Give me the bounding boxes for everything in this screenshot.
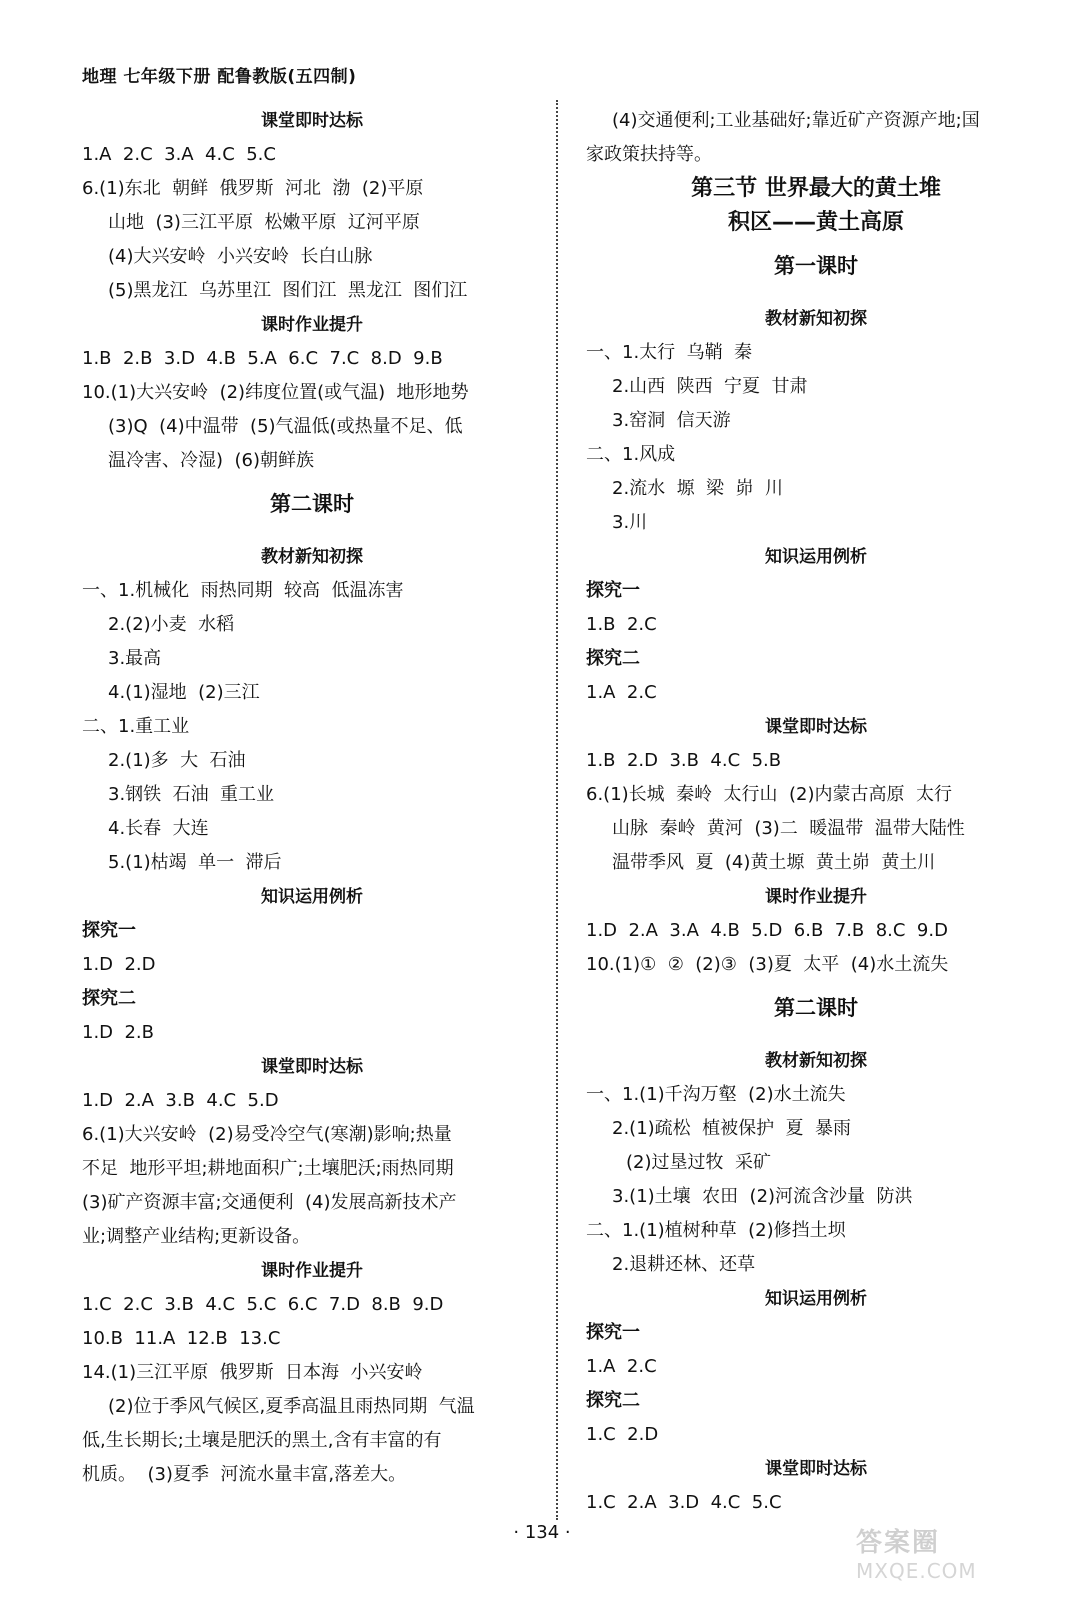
answer-line: 山地 (3)三江平原 松嫩平原 辽河平原 [108,212,420,233]
answer-line: 一、1.(1)千沟万壑 (2)水土流失 [586,1084,846,1105]
section-title: 教材新知初探 [261,547,363,567]
section-heading: 第三节 世界最大的黄土堆 [691,176,941,201]
answer-line: 5.(1)枯竭 单一 滞后 [108,852,282,873]
answer-line: 二、1.重工业 [82,716,190,737]
answer-line: 3.(1)土壤 农田 (2)河流含沙量 防洪 [612,1186,913,1207]
answer-line: (3)矿产资源丰富;交通便利 (4)发展高新技术产 [82,1192,457,1213]
answer-line: 1.A 2.C 3.A 4.C 5.C [82,144,276,165]
answer-line: 6.(1)长城 秦岭 太行山 (2)内蒙古高原 太行 [586,784,952,805]
answer-line: 3.川 [612,512,648,533]
answer-line: 1.D 2.A 3.B 4.C 5.D [82,1090,279,1111]
lesson-title: 第二课时 [774,996,858,1020]
answer-line: 温带季风 夏 (4)黄土塬 黄土峁 黄土川 [612,852,936,873]
answer-line: 二、1.(1)植树种草 (2)修挡土坝 [586,1220,846,1241]
answer-line: 1.D 2.B [82,1022,154,1043]
answer-line: 一、1.太行 乌鞘 秦 [586,342,753,363]
inquiry-label: 探究二 [586,648,640,669]
inquiry-label: 探究一 [586,1322,640,1343]
answer-line: 4.(1)湿地 (2)三江 [108,682,260,703]
answer-line: (4)大兴安岭 小兴安岭 长白山脉 [108,246,373,267]
answer-line: 2.(1)多 大 石油 [108,750,246,771]
left-column [82,104,542,1492]
section-title: 课时作业提升 [261,1261,363,1281]
answer-line: 一、1.机械化 雨热同期 较高 低温冻害 [82,580,404,601]
section-title: 课堂即时达标 [261,111,363,131]
site-watermark [856,1522,1056,1592]
watermark-text: 答案圈 [856,1528,941,1558]
inquiry-label: 探究二 [82,988,136,1009]
answer-line: (2)位于季风气候区,夏季高温且雨热同期 气温 [108,1396,475,1417]
page-number: · 134 · [513,1522,571,1543]
answer-line: 1.B 2.C [586,614,657,635]
answer-line: 10.(1)① ② (2)③ (3)夏 太平 (4)水土流失 [586,954,949,975]
section-title: 课时作业提升 [765,887,867,907]
section-title: 教材新知初探 [765,1051,867,1071]
lesson-title: 第一课时 [774,254,858,278]
answer-line: 山脉 秦岭 黄河 (3)二 暖温带 温带大陆性 [612,818,965,839]
section-title: 课堂即时达标 [261,1057,363,1077]
answer-line: 1.B 2.D 3.B 4.C 5.B [586,750,782,771]
answer-line: 1.A 2.C [586,1356,657,1377]
right-column [586,104,1046,1520]
answer-line: (2)过垦过牧 采矿 [626,1152,771,1173]
answer-line: 4.长春 大连 [108,818,209,839]
section-heading: 积区——黄土高原 [727,210,904,235]
answer-line: 机质。 (3)夏季 河流水量丰富,落差大。 [82,1464,407,1485]
inquiry-label: 探究二 [586,1390,640,1411]
book-header: 地理 七年级下册 配鲁教版(五四制) [82,67,357,87]
section-title: 教材新知初探 [765,309,867,329]
inquiry-label: 探究一 [82,920,136,941]
watermark-subtext: MXQE.COM [856,1559,977,1583]
answer-line: (4)交通便利;工业基础好;靠近矿产资源产地;国 [612,110,980,131]
answer-line: 1.C 2.A 3.D 4.C 5.C [586,1492,782,1513]
answer-line: (3)Q (4)中温带 (5)气温低(或热量不足、低 [108,416,463,437]
answer-line: 温冷害、冷湿) (6)朝鲜族 [108,450,314,471]
answer-line: 家政策扶持等。 [586,144,712,165]
answer-line: (5)黑龙江 乌苏里江 图们江 黑龙江 图们江 [108,280,468,301]
answer-line: 1.C 2.C 3.B 4.C 5.C 6.C 7.D 8.B 9.D [82,1294,444,1315]
answer-line: 1.D 2.D [82,954,156,975]
answer-line: 14.(1)三江平原 俄罗斯 日本海 小兴安岭 [82,1362,423,1383]
answer-line: 2.(1)疏松 植被保护 夏 暴雨 [612,1118,852,1139]
inquiry-label: 探究一 [586,580,640,601]
answer-line: 二、1.风成 [586,444,676,465]
answer-line: 6.(1)大兴安岭 (2)易受冷空气(寒潮)影响;热量 [82,1124,452,1145]
section-title: 课堂即时达标 [765,1459,867,1479]
answer-line: 3.窑洞 信天游 [612,410,731,431]
answer-line: 1.B 2.B 3.D 4.B 5.A 6.C 7.C 8.D 9.B [82,348,443,369]
answer-line: 业;调整产业结构;更新设备。 [82,1226,311,1247]
answer-line: 2.山西 陕西 宁夏 甘肃 [612,376,808,397]
answer-line: 低,生长期长;土壤是肥沃的黑土,含有丰富的有 [82,1430,442,1451]
answer-line: 1.D 2.A 3.A 4.B 5.D 6.B 7.B 8.C 9.D [586,920,948,941]
section-title: 知识运用例析 [765,547,867,567]
answer-line: 2.流水 塬 梁 峁 川 [612,478,783,499]
answer-line: 3.最高 [108,648,162,669]
lesson-title: 第二课时 [270,492,354,516]
answer-line: 1.C 2.D [586,1424,659,1445]
section-title: 课堂即时达标 [765,717,867,737]
answer-line: 2.退耕还林、还草 [612,1254,756,1275]
column-divider [556,100,558,1520]
section-title: 知识运用例析 [765,1289,867,1309]
answer-line: 2.(2)小麦 水稻 [108,614,235,635]
section-title: 课时作业提升 [261,315,363,335]
section-title: 知识运用例析 [261,887,363,907]
answer-line: 10.(1)大兴安岭 (2)纬度位置(或气温) 地形地势 [82,382,469,403]
answer-line: 1.A 2.C [586,682,657,703]
answer-line: 3.钢铁 石油 重工业 [108,784,275,805]
answer-line: 10.B 11.A 12.B 13.C [82,1328,281,1349]
answer-line: 6.(1)东北 朝鲜 俄罗斯 河北 渤 (2)平原 [82,178,424,199]
answer-line: 不足 地形平坦;耕地面积广;土壤肥沃;雨热同期 [82,1158,454,1179]
